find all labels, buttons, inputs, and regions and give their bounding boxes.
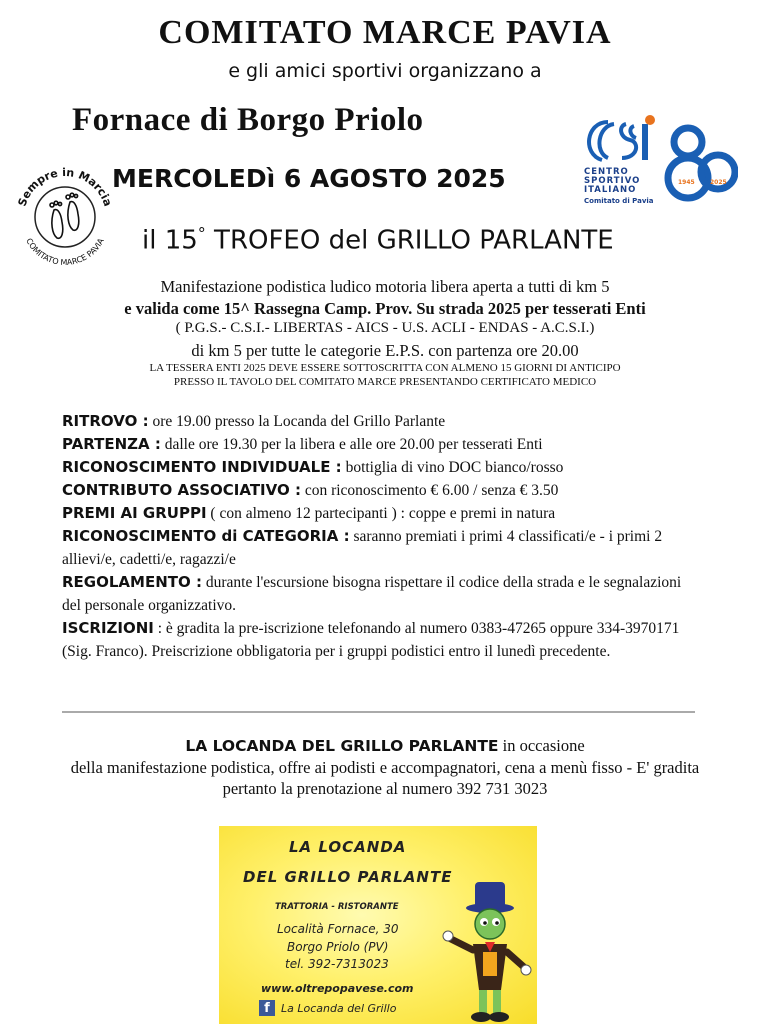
ad-telephone: tel. 392-7313023 xyxy=(285,957,389,971)
csi-line-3: ITALIANO xyxy=(584,185,637,195)
sempre-in-marcia-logo xyxy=(10,162,120,272)
ad-address-2: Borgo Priolo (PV) xyxy=(287,940,389,954)
detail-contributo: CONTRIBUTO ASSOCIATIVO : con riconoscimento € 6.00 / senza € 3.50 xyxy=(62,481,559,499)
detail-ritrovo: RITROVO : ore 19.00 presso la Locanda del Grillo Parlante xyxy=(62,412,446,430)
locanda-name: LA LOCANDA DEL GRILLO PARLANTE xyxy=(185,737,499,755)
ad-name-2: DEL GRILLO PARLANTE xyxy=(243,868,453,886)
csi-line-1: CENTRO xyxy=(584,167,629,177)
detail-categoria: RICONOSCIMENTO di CATEGORIA : saranno premiati i primi 4 classificati/e - i primi 2 allievi/e, cadetti/e, ragazzi/e xyxy=(62,527,663,568)
csi-committee: Comitato di Pavia xyxy=(584,197,654,205)
csi-year-end: 2025 xyxy=(710,179,727,186)
info-line-2: e valida come 15^ Rassegna Camp. Prov. Su strada 2025 per tesserati Enti xyxy=(124,299,646,318)
csi-emblem-icon xyxy=(589,115,655,160)
detail-partenza: PARTENZA : dalle ore 19.30 per la libera e alle ore 20.00 per tesserati Enti xyxy=(62,435,543,453)
event-subtitle: e gli amici sportivi organizzano a xyxy=(228,60,542,82)
cricket-mascot-icon xyxy=(441,878,533,1024)
detail-iscrizioni: ISCRIZIONI : è gradita la pre-iscrizione telefonando al numero 0383-47265 oppure 334-3970171 (Sig. Franco). Preiscrizione obbligatoria per i gruppi podistici entro il lunedì precedente. xyxy=(62,619,680,660)
logo-ring-top-text: Sempre in Marcia xyxy=(15,165,115,209)
csi-year-start: 1945 xyxy=(678,179,695,186)
eighty-icon xyxy=(668,128,735,198)
section-divider xyxy=(62,711,695,713)
logo-ring-bottom-text: COMITATO MARCE PAVIA xyxy=(24,236,106,268)
csi-80-logo xyxy=(578,112,738,216)
detail-premi-gruppi: PREMI AI GRUPPI ( con almeno 12 partecipanti ) : coppe e premi in natura xyxy=(62,504,556,522)
info-line-1: Manifestazione podistica ludico motoria libera aperta a tutti di km 5 xyxy=(160,277,610,296)
event-date: MERCOLEDì 6 AGOSTO 2025 xyxy=(112,164,506,193)
facebook-icon: f xyxy=(259,1000,275,1016)
info-line-3: ( P.G.S.- C.S.I.- LIBERTAS - AICS - U.S. ACLI - ENDAS - A.C.S.I.) xyxy=(175,320,595,336)
detail-regolamento: REGOLAMENTO : durante l'escursione bisogna rispettare il codice della strada e le segnalazioni del personale organizzativo. xyxy=(62,573,682,614)
info-line-4: di km 5 per tutte le categorie E.P.S. con partenza ore 20.00 xyxy=(191,341,579,360)
ad-address-1: Località Fornace, 30 xyxy=(277,922,399,936)
footprints-icon xyxy=(50,193,79,238)
event-place: Fornace di Borgo Priolo xyxy=(72,102,424,138)
svg-text:COMITATO MARCE PAVIA xyxy=(24,236,106,267)
ad-kind: TRATTORIA - RISTORANTE xyxy=(275,902,399,912)
csi-line-2: SPORTIVO xyxy=(584,176,641,186)
info-line-5: LA TESSERA ENTI 2025 DEVE ESSERE SOTTOSCRITTA CON ALMENO 15 GIORNI DI ANTICIPO xyxy=(149,362,621,374)
detail-riconoscimento-individuale: RICONOSCIMENTO INDIVIDUALE : bottiglia di vino DOC bianco/rosso xyxy=(62,458,564,476)
locanda-advert xyxy=(219,826,537,1024)
locanda-notice: LA LOCANDA DEL GRILLO PARLANTE in occasione della manifestazione podistica, offre ai podisti e accompagnatori, cena a menù fisso - E' gradita pertanto la prenotazione al numero 392 731 3023 xyxy=(70,736,700,798)
event-organizer-title: COMITATO MARCE PAVIA xyxy=(158,14,612,51)
ad-website: www.oltrepopavese.com xyxy=(261,982,414,995)
ad-name-1: LA LOCANDA xyxy=(289,838,407,856)
ad-facebook: La Locanda del Grillo xyxy=(281,1002,397,1015)
trophy-title: il 15° TROFEO del GRILLO PARLANTE xyxy=(142,224,614,256)
event-details xyxy=(62,410,702,663)
locanda-description: della manifestazione podistica, offre ai podisti e accompagnatori, cena a menù fisso - E' gradita pertanto la prenotazione al numero 392 731 3023 xyxy=(70,758,700,798)
info-line-6: PRESSO IL TAVOLO DEL COMITATO MARCE PRESENTANDO CERTIFICATO MEDICO xyxy=(173,376,597,388)
